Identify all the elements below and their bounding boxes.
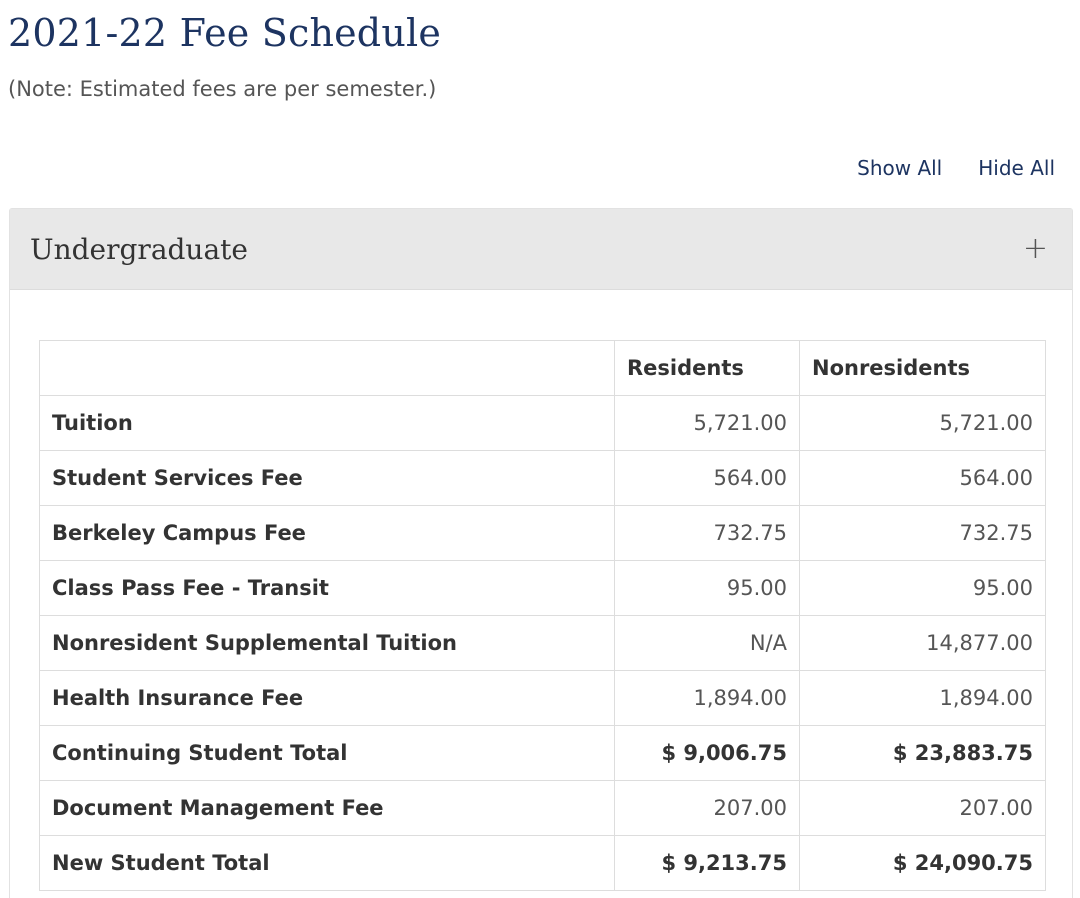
undergraduate-accordion (9, 208, 1073, 898)
plus-icon[interactable]: + (1022, 231, 1048, 266)
header-fee-name (40, 341, 615, 396)
nonresidents-cell: 207.00 (800, 781, 1046, 836)
residents-cell: 1,894.00 (615, 671, 800, 726)
fee-name-cell: Continuing Student Total (40, 726, 615, 781)
header-residents: Residents (615, 341, 800, 396)
accordion-title: Undergraduate (30, 232, 248, 266)
show-all-link[interactable]: Show All (857, 156, 943, 180)
fee-table (39, 340, 1046, 891)
nonresidents-cell: 732.75 (800, 506, 1046, 561)
table-row (40, 561, 1046, 616)
fee-note: (Note: Estimated fees are per semester.) (8, 77, 437, 101)
residents-cell: $ 9,006.75 (615, 726, 800, 781)
residents-cell: 564.00 (615, 451, 800, 506)
fee-name-cell: Document Management Fee (40, 781, 615, 836)
residents-cell: N/A (615, 616, 800, 671)
residents-cell: $ 9,213.75 (615, 836, 800, 891)
nonresidents-cell: 5,721.00 (800, 396, 1046, 451)
fee-name-cell: Berkeley Campus Fee (40, 506, 615, 561)
fee-name-cell: Nonresident Supplemental Tuition (40, 616, 615, 671)
nonresidents-cell: 1,894.00 (800, 671, 1046, 726)
table-row (40, 506, 1046, 561)
hide-all-link[interactable]: Hide All (978, 156, 1055, 180)
table-row (40, 451, 1046, 506)
nonresidents-cell: 564.00 (800, 451, 1046, 506)
table-row (40, 616, 1046, 671)
fee-name-cell: New Student Total (40, 836, 615, 891)
residents-cell: 732.75 (615, 506, 800, 561)
table-row (40, 836, 1046, 891)
table-row (40, 726, 1046, 781)
fee-name-cell: Student Services Fee (40, 451, 615, 506)
accordion-controls (857, 153, 1055, 183)
nonresidents-cell: 95.00 (800, 561, 1046, 616)
table-row (40, 396, 1046, 451)
fee-name-cell: Class Pass Fee - Transit (40, 561, 615, 616)
table-row (40, 781, 1046, 836)
page-title: 2021-22 Fee Schedule (8, 11, 442, 55)
header-nonresidents: Nonresidents (800, 341, 1046, 396)
table-row (40, 671, 1046, 726)
fee-name-cell: Tuition (40, 396, 615, 451)
residents-cell: 95.00 (615, 561, 800, 616)
table-header-row (40, 341, 1046, 396)
fee-name-cell: Health Insurance Fee (40, 671, 615, 726)
accordion-header[interactable] (10, 209, 1072, 290)
nonresidents-cell: $ 23,883.75 (800, 726, 1046, 781)
residents-cell: 5,721.00 (615, 396, 800, 451)
nonresidents-cell: 14,877.00 (800, 616, 1046, 671)
residents-cell: 207.00 (615, 781, 800, 836)
nonresidents-cell: $ 24,090.75 (800, 836, 1046, 891)
